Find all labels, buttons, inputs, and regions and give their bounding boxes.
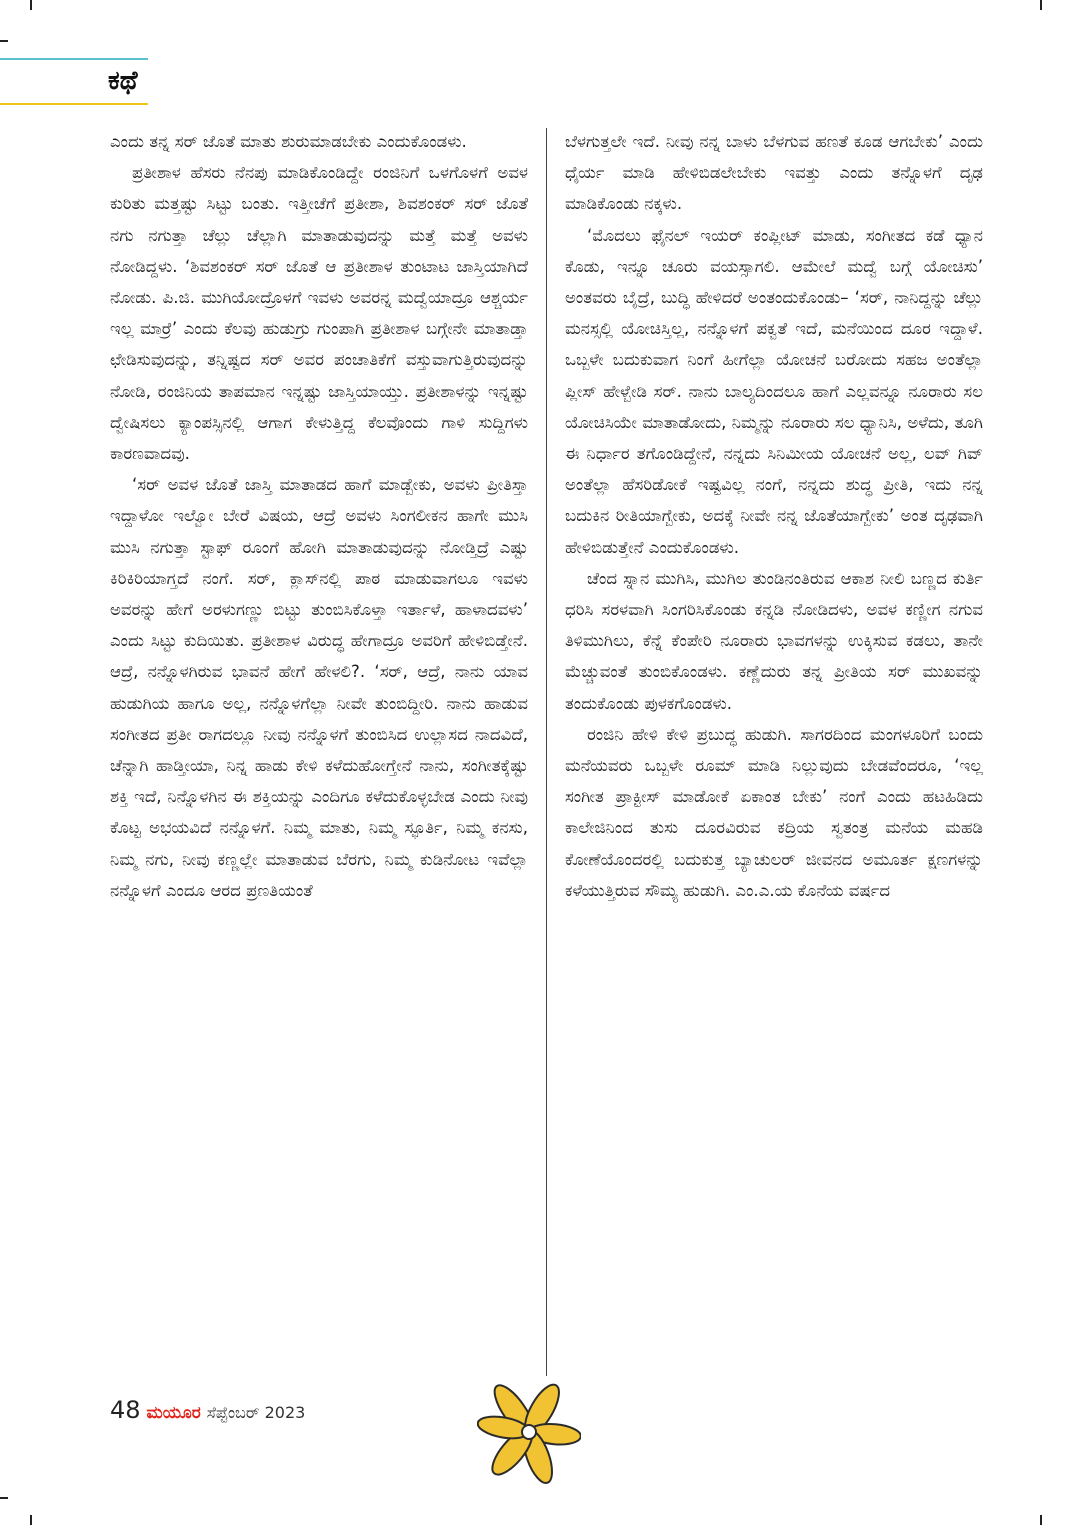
paragraph: ಚೆಂದ ಸ್ನಾನ ಮುಗಿಸಿ, ಮುಗಿಲ ತುಂಡಿನಂತಿರುವ ಆಕಾಶ ನೀಲಿ ಬಣ್ಣದ ಕುರ್ತಿ ಧರಿಸಿ ಸರಳವಾಗಿ ಸಿಂಗರಿಸಿಕೊಂಡು ಕನ್ನಡಿ ನೋಡಿದಳು, ಅವಳ ಕಣ್ಣೀಗ ನಗುವ ತಿಳಿಮುಗಿಲು, ಕೆನ್ನೆ ಕೆಂಪೇರಿ ನೂರಾರು ಭಾವಗಳನ್ನು ಉಕ್ಕಿಸುವ ಕಡಲು, ತಾನೇ ಮೆಚ್ಚುವಂತೆ ತುಂಬಿಕೊಂಡಳು. ಕಣ್ಣೆದುರು ತನ್ನ ಪ್ರೀತಿಯ ಸರ್ ಮುಖವನ್ನು ತಂದುಕೊಂಡು ಪುಳಕಗೊಂಡಳು. (565, 568, 983, 713)
page-number: 48 (110, 1396, 141, 1424)
paragraph: ಬೆಳಗುತ್ತಲೇ ಇದೆ. ನೀವು ನನ್ನ ಬಾಳು ಬೆಳಗುವ ಹಣತೆ ಕೂಡ ಆಗಬೇಕು’ ಎಂದು ಧೈರ್ಯ ಮಾಡಿ ಹೇಳಿಬಿಡಲೇಬೇಕು ಇವತ್ತು ಎಂದು ತನ್ನೊಳಗೆ ದೃಢ ಮಾಡಿಕೊಂಡು ನಕ್ಕಳು. (565, 132, 983, 214)
paragraph: ರಂಜಿನಿ ಹೇಳಿ ಕೇಳಿ ಪ್ರಬುದ್ಧ ಹುಡುಗಿ. ಸಾಗರದಿಂದ ಮಂಗಳೂರಿಗೆ ಬಂದು ಮನೆಯವರು ಒಬ್ಬಳೇ ರೂಮ್ ಮಾಡಿ ನಿಲ್ಲುವುದು ಬೇಡವೆಂದರೂ, ‘ಇಲ್ಲ ಸಂಗೀತ ಪ್ರಾಕ್ಟೀಸ್ ಮಾಡೋಕೆ ಏಕಾಂತ ಬೇಕು’ ನಂಗೆ ಎಂದು ಹಟಹಿಡಿದು ಕಾಲೇಜಿನಿಂದ ತುಸು ದೂರವಿರುವ ಕದ್ರಿಯ ಸ್ವತಂತ್ರ ಮನೆಯ ಮಹಡಿ ಕೋಣೆಯೊಂದರಲ್ಲಿ ಬದುಕುತ್ತ ಬ್ಯಾಚುಲರ್ ಜೀವನದ ಅಮೂರ್ತ ಕ್ಷಣಗಳನ್ನು ಕಳೆಯುತ್ತಿರುವ ಸೌಮ್ಯ ಹುಡುಗಿ. ಎಂ.ಎ.ಯ ಕೊನೆಯ ವರ್ಷದ (565, 724, 983, 900)
crop-mark (1040, 1515, 1042, 1525)
paragraph: ‘ಮೊದಲು ಫೈನಲ್ ಇಯರ್ ಕಂಪ್ಲೀಟ್ ಮಾಡು, ಸಂಗೀತದ ಕಡೆ ಧ್ಯಾನ ಕೊಡು, ಇನ್ನೂ ಚೂರು ವಯಸ್ಸಾಗಲಿ. ಆಮೇಲೆ ಮದ್ವೆ ಬಗ್ಗೆ ಯೋಚಿಸು’ ಅಂತವರು ಬೈದ್ರೆ, ಬುದ್ಧಿ ಹೇಳಿದರೆ ಅಂತಂದುಕೊಂಡು– ‘ಸರ್, ನಾನಿದ್ದನ್ನು ಚೆಲ್ಲು ಮನಸ್ಸಲ್ಲಿ ಯೋಚಿಸ್ತಿಲ್ಲ, ನನ್ನೊಳಗೆ ಪಕ್ವತೆ ಇದೆ, ಮನೆಯಿಂದ ದೂರ ಇದ್ದಾಳೆ. ಒಬ್ಬಳೇ ಬದುಕುವಾಗ ನಿಂಗೆ ಹೀಗೆಲ್ಲಾ ಯೋಚನೆ ಬರೋದು ಸಹಜ ಅಂತೆಲ್ಲಾ ಪ್ಲೀಸ್ ಹೇಳ್ಬೇಡಿ ಸರ್. ನಾನು ಬಾಲ್ಯದಿಂದಲೂ ಹಾಗೆ ಎಲ್ಲವನ್ನೂ ನೂರಾರು ಸಲ ಯೋಚಿಸಿಯೇ ಮಾತಾಡೋದು, ನಿಮ್ಮನ್ನು ನೂರಾರು ಸಲ ಧ್ಯಾನಿಸಿ, ಅಳೆದು, ತೂಗಿ ಈ ನಿರ್ಧಾರ ತಗೊಂಡಿದ್ದೇನೆ, ನನ್ನದು ಸಿನಿಮೀಯ ಯೋಚನೆ ಅಲ್ಲ, ಲವ್ ಗಿವ್ ಅಂತೆಲ್ಲಾ ಹೆಸರಿಡೋಕೆ ಇಷ್ಟವಿಲ್ಲ ನಂಗೆ, ನನ್ನದು ಶುದ್ಧ ಪ್ರೀತಿ, ಇದು ನನ್ನ ಬದುಕಿನ ರೀತಿಯಾಗ್ಬೇಕು, ಅದಕ್ಕೆ ನೀವೇ ನನ್ನ ಜೊತೆಯಾಗ್ಬೇಕು’ ಅಂತ ದೃಢವಾಗಿ ಹೇಳಿಬಿಡುತ್ತೇನೆ ಎಂದುಕೊಂಡಳು. (565, 225, 983, 557)
crop-mark (30, 0, 32, 10)
crop-mark (1040, 0, 1042, 10)
section-label: ಕಥೆ (108, 66, 138, 96)
column-divider (546, 128, 547, 1376)
paragraph: ಪ್ರತೀಶಾಳ ಹೆಸರು ನೆನಪು ಮಾಡಿಕೊಂಡಿದ್ದೇ ರಂಜಿನಿಗೆ ಒಳಗೊಳಗೆ ಅವಳ ಕುರಿತು ಮತ್ತಷ್ಟು ಸಿಟ್ಟು ಬಂತು. ಇತ್ತೀಚೆಗೆ ಪ್ರತೀಶಾ, ಶಿವಶಂಕರ್ ಸರ್ ಜೊತೆ ನಗು ನಗುತ್ತಾ ಚೆಲ್ಲು ಚೆಲ್ಲಾಗಿ ಮಾತಾಡುವುದನ್ನು ಮತ್ತೆ ಮತ್ತೆ ಅವಳು ನೋಡಿದ್ದಳು. ‘ಶಿವಶಂಕರ್ ಸರ್ ಜೊತೆ ಆ ಪ್ರತೀಶಾಳ ತುಂಟಾಟ ಜಾಸ್ತಿಯಾಗಿದೆ ನೋಡು. ಪಿ.ಜಿ. ಮುಗಿಯೋದ್ರೊಳಗೆ ಇವಳು ಅವರನ್ನ ಮದ್ವೆಯಾದ್ರೂ ಆಶ್ಚರ್ಯ ಇಲ್ಲ ಮಾರ್ರೆ’ ಎಂದು ಕೆಲವು ಹುಡುಗ್ರು ಗುಂಪಾಗಿ ಪ್ರತೀಶಾಳ ಬಗ್ಗೇನೇ ಮಾತಾಡ್ತಾ ಛೇಡಿಸುವುದನ್ನು, ತನ್ನಿಷ್ಟದ ಸರ್ ಅವರ ಪಂಚಾತಿಕೆಗೆ ವಸ್ತುವಾಗುತ್ತಿರುವುದನ್ನು ನೋಡಿ, ರಂಜಿನಿಯ ತಾಪಮಾನ ಇನ್ನಷ್ಟು ಜಾಸ್ತಿಯಾಯ್ತು. ಪ್ರತೀಶಾಳನ್ನು ಇನ್ನಷ್ಟು ದ್ವೇಷಿಸಲು ಕ್ಯಾಂಪಸ್ಸಿನಲ್ಲಿ ಆಗಾಗ ಕೇಳುತ್ತಿದ್ದ ಕೆಲವೊಂದು ಗಾಳಿ ಸುದ್ದಿಗಳು ಕಾರಣವಾದವು. (110, 163, 528, 464)
paragraph: ಎಂದು ತನ್ನ ಸರ್ ಜೊತೆ ಮಾತು ಶುರುಮಾಡಬೇಕು ಎಂದುಕೊಂಡಳು. (110, 132, 467, 151)
page-footer (110, 1396, 305, 1424)
crop-mark (0, 40, 8, 42)
crop-mark (0, 1497, 8, 1499)
issue-date: ಸೆಪ್ಟೆಂಬರ್ 2023 (206, 1403, 306, 1422)
right-column (565, 126, 983, 1386)
left-column (110, 126, 528, 1386)
magazine-name: ಮಯೂರ (146, 1403, 201, 1423)
flower-icon (477, 1376, 581, 1488)
paragraph: ‘ಸರ್ ಅವಳ ಜೊತೆ ಜಾಸ್ತಿ ಮಾತಾಡದ ಹಾಗೆ ಮಾಡ್ಬೇಕು, ಅವಳು ಪ್ರೀತಿಸ್ತಾ ಇದ್ದಾಳೋ ಇಲ್ವೋ ಬೇರೆ ವಿಷಯ, ಆದ್ರೆ ಅವಳು ಸಿಂಗಲೀಕನ ಹಾಗೇ ಮುಸಿ ಮುಸಿ ನಗುತ್ತಾ ಸ್ಟಾಫ್ ರೂಂಗೆ ಹೋಗಿ ಮಾತಾಡುವುದನ್ನು ನೋಡ್ತಿದ್ರೆ ಎಷ್ಟು ಕಿರಿಕಿರಿಯಾಗ್ತದೆ ನಂಗೆ. ಸರ್, ಕ್ಲಾಸ್‌ನಲ್ಲಿ ಪಾಠ ಮಾಡುವಾಗಲೂ ಇವಳು ಅವರನ್ನು ಹೇಗೆ ಅರಳುಗಣ್ಣು ಬಿಟ್ಟು ತುಂಬಿಸಿಕೊಳ್ತಾ ಇರ್ತಾಳೆ, ಹಾಳಾದವಳು’ ಎಂದು ಸಿಟ್ಟು ಕುದಿಯಿತು. ಪ್ರತೀಶಾಳ ವಿರುದ್ಧ ಹೇಗಾದ್ರೂ ಅವರಿಗೆ ಹೇಳಿಬಿಡ್ತೇನೆ. ಆದ್ರೆ, ನನ್ನೊಳಗಿರುವ ಭಾವನೆ ಹೇಗೆ ಹೇಳಲಿ?. ‘ಸರ್, ಆದ್ರೆ, ನಾನು ಯಾವ ಹುಡುಗಿಯ ಹಾಗೂ ಅಲ್ಲ, ನನ್ನೊಳಗೆಲ್ಲಾ ನೀವೇ ತುಂಬಿದ್ದೀರಿ. ನಾನು ಹಾಡುವ ಸಂಗೀತದ ಪ್ರತೀ ರಾಗದಲ್ಲೂ ನೀವು ನನ್ನೊಳಗೆ ತುಂಬಿಸಿದ ಉಲ್ಲಾಸದ ನಾದವಿದೆ, ಚೆನ್ನಾಗಿ ಹಾಡ್ತೀಯಾ, ನಿನ್ನ ಹಾಡು ಕೇಳಿ ಕಳೆದುಹೋಗ್ತೇನೆ ನಾನು, ಸಂಗೀತಕ್ಕೆಷ್ಟು ಶಕ್ತಿ ಇದೆ, ನಿನ್ನೊಳಗಿನ ಈ ಶಕ್ತಿಯನ್ನು ಎಂದಿಗೂ ಕಳೆದುಕೊಳ್ಳಬೇಡ ಎಂದು ನೀವು ಕೊಟ್ಟ ಅಭಯವಿದೆ ನನ್ನೊಳಗೆ. ನಿಮ್ಮ ಮಾತು, ನಿಮ್ಮ ಸ್ಫೂರ್ತಿ, ನಿಮ್ಮ ಕನಸು, ನಿಮ್ಮ ನಗು, ನೀವು ಕಣ್ಣಲ್ಲೇ ಮಾತಾಡುವ ಬೆರಗು, ನಿಮ್ಮ ಕುಡಿನೋಟ ಇವೆಲ್ಲಾ ನನ್ನೊಳಗೆ ಎಂದೂ ಆರದ ಪ್ರಣತಿಯಂತೆ (110, 475, 528, 900)
section-rule-top (0, 58, 148, 60)
crop-mark (30, 1515, 32, 1525)
section-rule-bottom (0, 103, 148, 105)
